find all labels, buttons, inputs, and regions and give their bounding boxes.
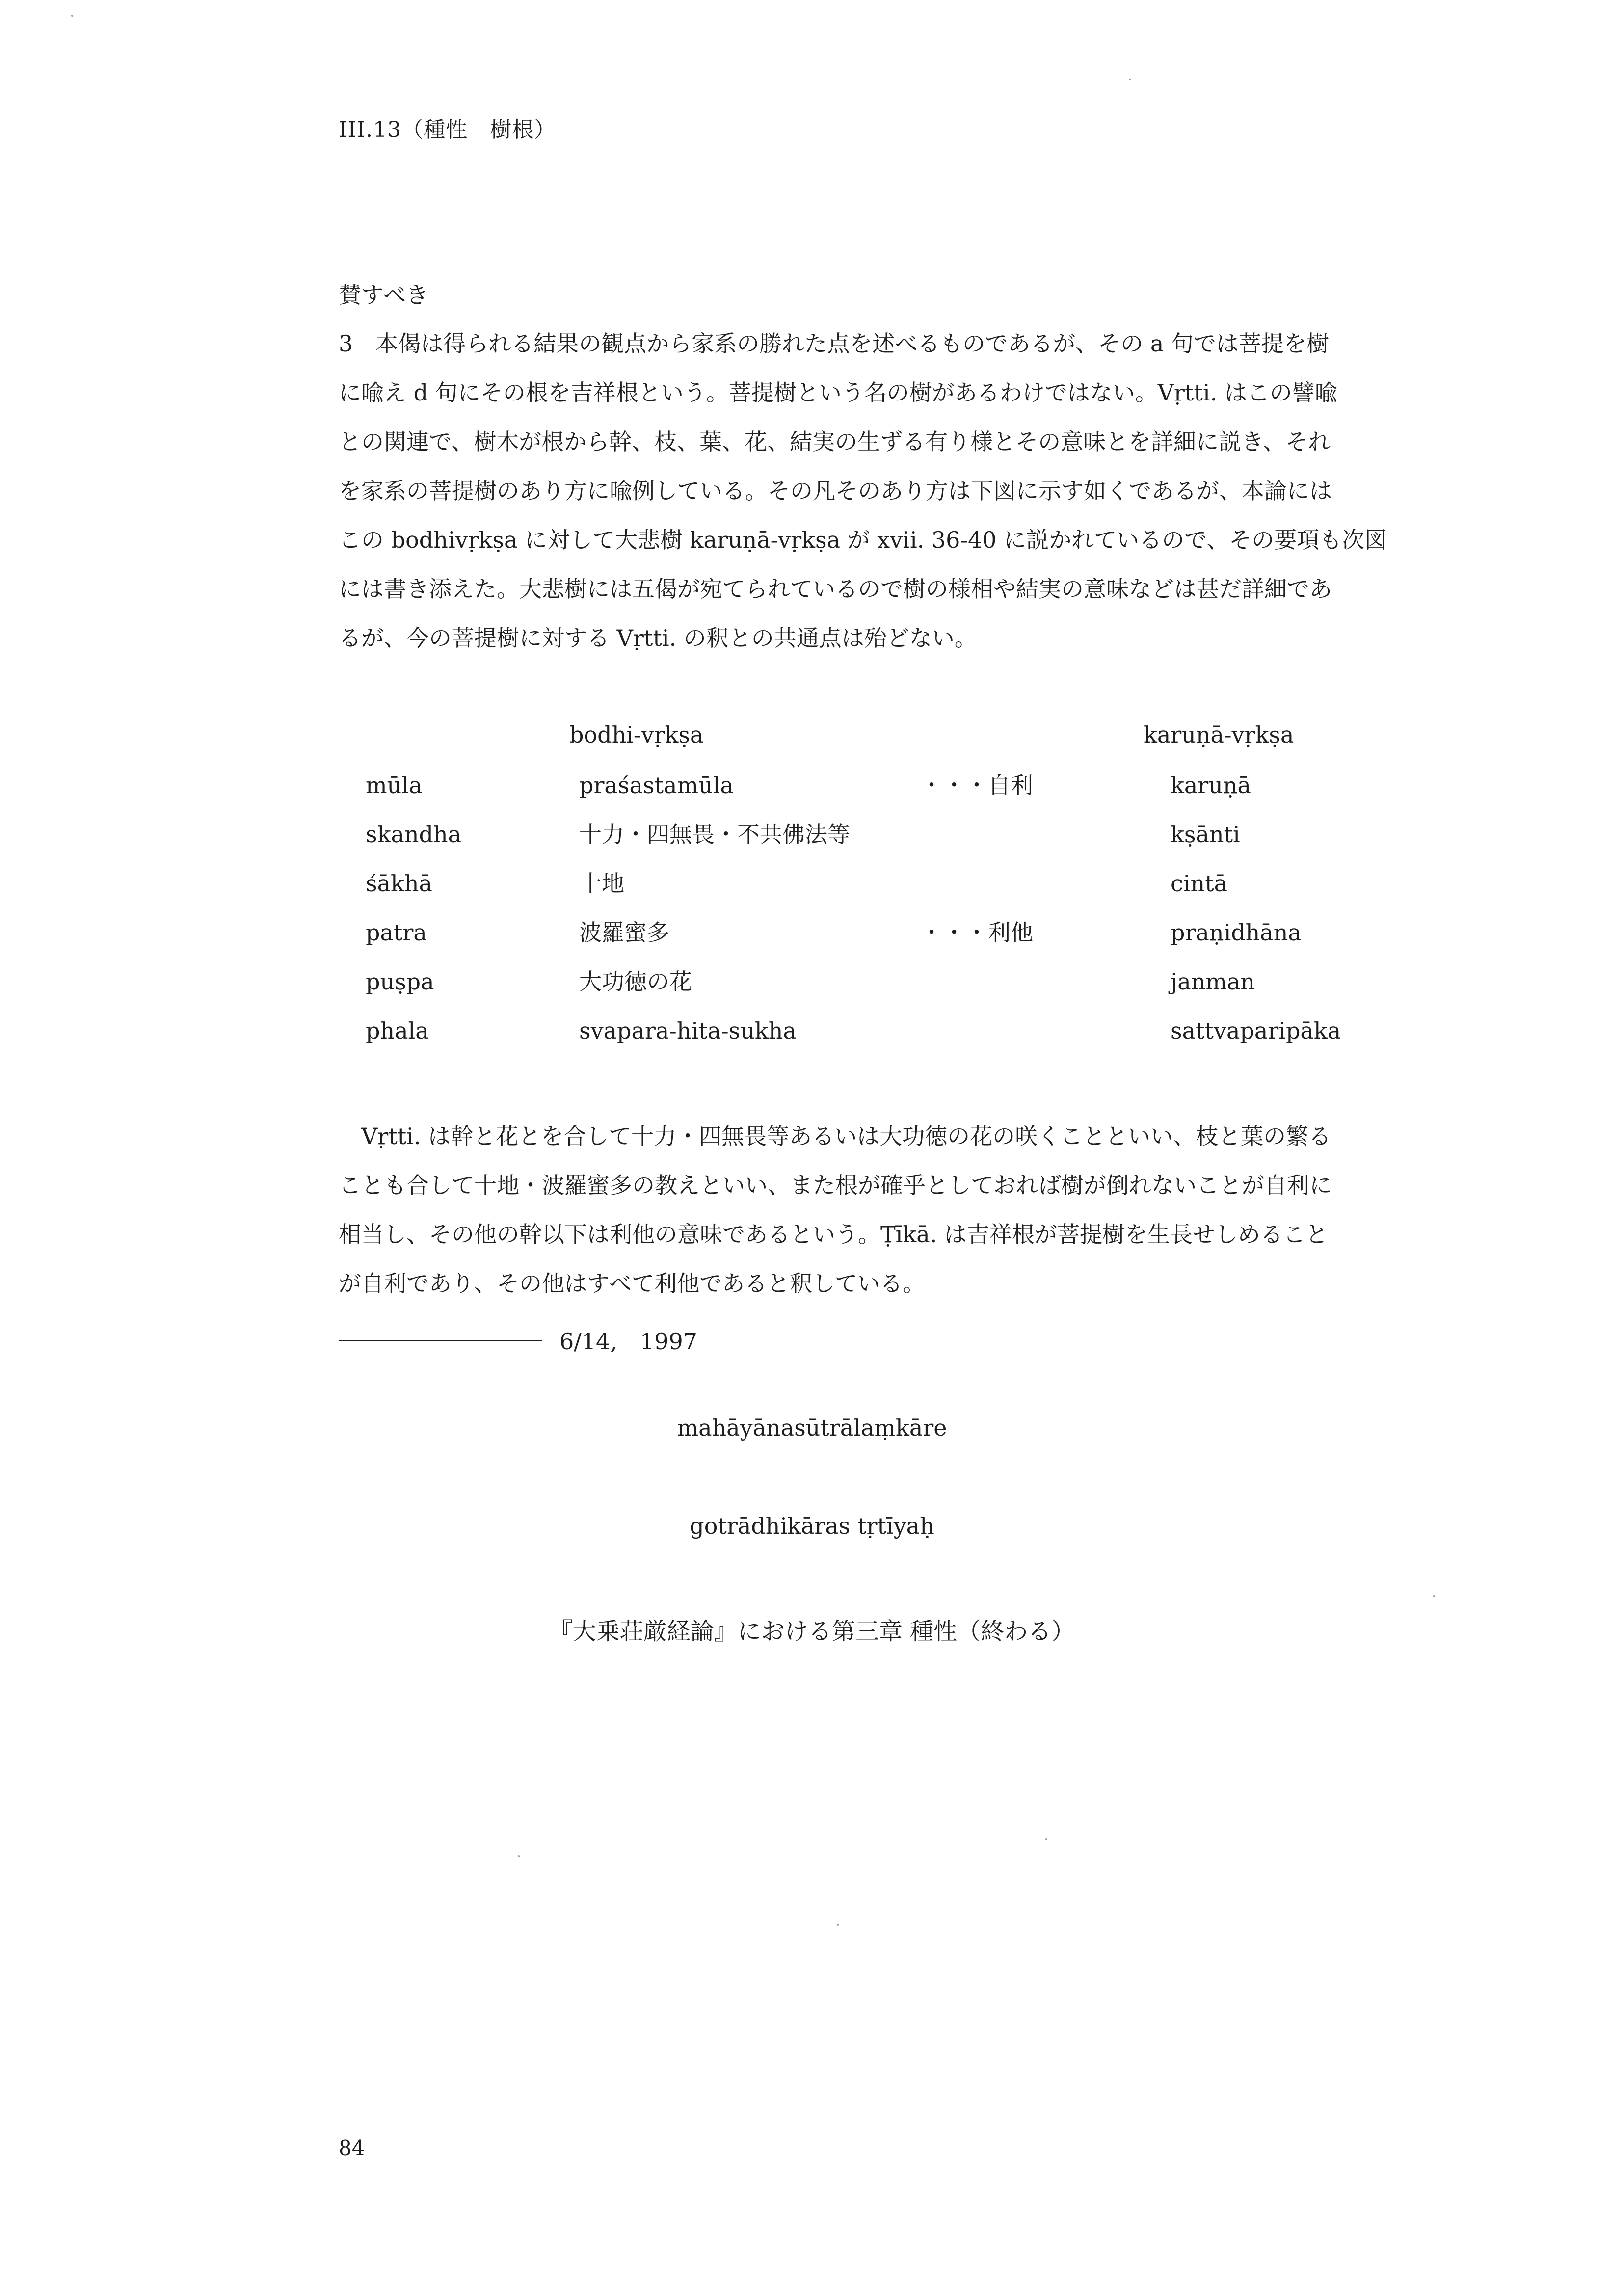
tree-comparison-table: [0, 771, 1624, 1065]
tree-part-cell: mūla: [366, 772, 423, 799]
vrtti-paragraph: [339, 1112, 1517, 1308]
running-head: III.13（種性 樹根）: [339, 117, 557, 142]
table-row: [0, 771, 1624, 820]
note-line: るが、今の菩提樹に対する Vṛtti. の釈との共通点は殆どない。: [339, 625, 977, 651]
note-line: を家系の菩提樹のあり方に喩例している。その凡そのあり方は下図に示す如くであるが、本論には: [339, 478, 1332, 504]
bodhi-meaning-cell: 波羅蜜多: [579, 919, 669, 946]
tree-part-cell: patra: [366, 919, 427, 946]
karuna-meaning-cell: cintā: [1171, 870, 1228, 897]
note-line: この bodhivṛkṣa に対して大悲樹 karuṇā-vṛkṣa が xvii. 36-40 に説かれているので、その要項も次図: [339, 527, 1387, 553]
relation-cell: ・・・利他: [920, 919, 1033, 946]
page-number: 84: [339, 2136, 365, 2160]
signoff-rule: [339, 1340, 542, 1341]
tree-part-cell: śākhā: [366, 870, 432, 897]
table-row: [0, 967, 1624, 1016]
karuna-meaning-cell: janman: [1171, 968, 1255, 995]
tree-part-cell: skandha: [366, 821, 462, 848]
karuna-meaning-cell: sattvaparipāka: [1171, 1017, 1341, 1044]
table-row: [0, 1016, 1624, 1065]
scan-speck: [1129, 79, 1131, 80]
signoff-date: 6/14, 1997: [559, 1328, 697, 1355]
scan-speck: [1433, 1595, 1435, 1597]
note-line: 3 本偈は得られる結果の観点から家系の勝れた点を述べるものであるが、その a 句では菩提を樹: [339, 330, 1329, 357]
scan-speck: [71, 15, 73, 17]
note-line: には書き添えた。大悲樹には五偈が宛てられているので樹の様相や結実の意味などは甚だ詳細であ: [339, 576, 1332, 602]
note-line: との関連で、樹木が根から幹、枝、葉、花、結実の生ずる有り様とその意味とを詳細に説き、それ: [339, 428, 1331, 455]
vrtti-line: 相当し、その他の幹以下は利他の意味であるという。Ṭīkā. は吉祥根が菩提樹を生長せしめること: [339, 1221, 1328, 1248]
note-title: 賛すべき: [339, 282, 429, 308]
relation-cell: ・・・自利: [920, 772, 1033, 799]
karuna-meaning-cell: kṣānti: [1171, 821, 1240, 848]
karuna-vrksa-column-header: karuṇā-vṛkṣa: [1144, 721, 1294, 748]
bodhi-vrksa-column-header: bodhi-vṛkṣa: [569, 721, 704, 748]
note-line: に喩え d 句にその根を吉祥根という。菩提樹という名の樹があるわけではない。Vṛtti. はこの譬喩: [339, 379, 1337, 406]
vrtti-line: が自利であり、その他はすべて利他であると釈している。: [339, 1270, 926, 1297]
karuna-meaning-cell: praṇidhāna: [1171, 919, 1302, 946]
table-row: [0, 869, 1624, 918]
note-paragraph: [339, 319, 1517, 663]
bodhi-meaning-cell: 大功徳の花: [579, 968, 692, 995]
scan-speck: [837, 1924, 839, 1926]
table-row: [0, 820, 1624, 869]
colophon-chapter-title: gotrādhikāras tṛtīyaḥ: [690, 1513, 934, 1539]
karuna-meaning-cell: karuṇā: [1171, 772, 1251, 799]
table-row: [0, 918, 1624, 967]
vrtti-line: ことも合して十地・波羅蜜多の教えといい、また根が確乎としておれば樹が倒れないことが自利に: [339, 1172, 1332, 1199]
scan-speck: [1045, 1838, 1047, 1840]
bodhi-meaning-cell: 十力・四無畏・不共佛法等: [579, 821, 850, 848]
bodhi-meaning-cell: svapara-hita-sukha: [579, 1017, 797, 1044]
tree-part-cell: puṣpa: [366, 968, 434, 995]
bodhi-meaning-cell: praśastamūla: [579, 772, 734, 799]
bodhi-meaning-cell: 十地: [579, 870, 624, 897]
vrtti-line: Vṛtti. は幹と花とを合して十力・四無畏等あるいは大功徳の花の咲くことといい、枝と葉の繁る: [339, 1123, 1331, 1149]
scan-speck: [518, 1855, 520, 1857]
colophon-sanskrit-title: mahāyānasūtrālaṃkāre: [677, 1415, 947, 1441]
colophon-japanese: 『大乗荘厳経論』における第三章 種性（終わる）: [549, 1618, 1075, 1645]
tree-part-cell: phala: [366, 1017, 429, 1044]
